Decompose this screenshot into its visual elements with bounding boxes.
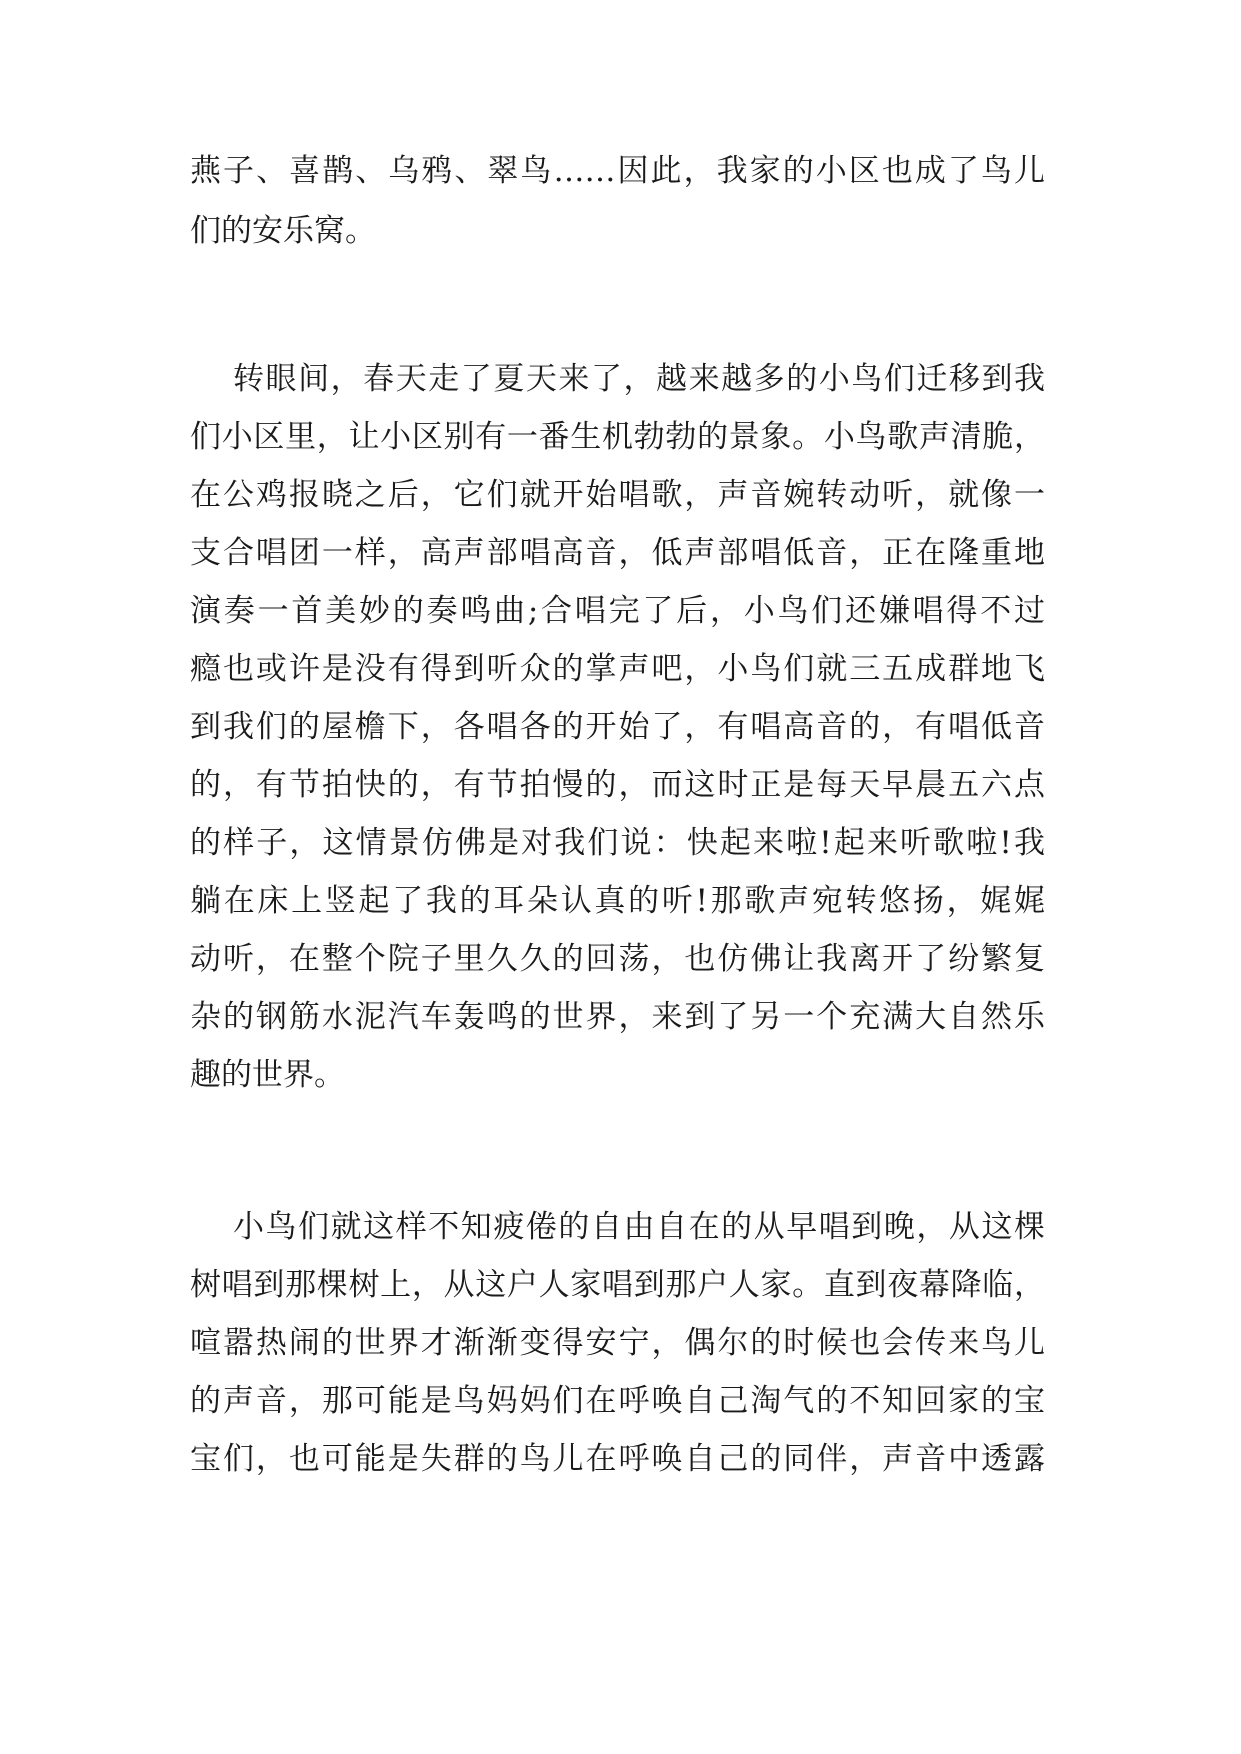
paragraph-1-line-1: 燕子、喜鹊、乌鸦、翠鸟……因此，我家的小区也成了鸟儿 bbox=[190, 153, 1045, 189]
paragraph-2-line-6: 瘾也或许是没有得到听众的掌声吧，小鸟们就三五成群地飞 bbox=[190, 651, 1045, 687]
paragraph-2-line-10: 躺在床上竖起了我的耳朵认真的听!那歌声宛转悠扬，娓娓 bbox=[190, 883, 1045, 919]
paragraph-2-line-11: 动听，在整个院子里久久的回荡，也仿佛让我离开了纷繁复 bbox=[190, 941, 1045, 977]
paragraph-3-line-3: 喧嚣热闹的世界才渐渐变得安宁，偶尔的时候也会传来鸟儿 bbox=[190, 1325, 1045, 1361]
paragraph-2-line-2: 们小区里，让小区别有一番生机勃勃的景象。小鸟歌声清脆， bbox=[190, 419, 1045, 455]
paragraph-2-line-7: 到我们的屋檐下，各唱各的开始了，有唱高音的，有唱低音 bbox=[190, 709, 1045, 745]
paragraph-3-line-1: 小鸟们就这样不知疲倦的自由自在的从早唱到晚，从这棵 bbox=[233, 1209, 1045, 1245]
paragraph-2-line-3: 在公鸡报晓之后，它们就开始唱歌，声音婉转动听，就像一 bbox=[190, 477, 1045, 513]
paragraph-2-line-1: 转眼间，春天走了夏天来了，越来越多的小鸟们迁移到我 bbox=[233, 361, 1045, 397]
paragraph-2-line-12: 杂的钢筋水泥汽车轰鸣的世界，来到了另一个充满大自然乐 bbox=[190, 999, 1045, 1035]
paragraph-2-line-9: 的样子，这情景仿佛是对我们说：快起来啦!起来听歌啦!我 bbox=[190, 825, 1045, 861]
paragraph-1-line-2: 们的安乐窝。 bbox=[190, 213, 376, 249]
paragraph-2-line-8: 的，有节拍快的，有节拍慢的，而这时正是每天早晨五六点 bbox=[190, 767, 1045, 803]
paragraph-3-line-2: 树唱到那棵树上，从这户人家唱到那户人家。直到夜幕降临， bbox=[190, 1267, 1045, 1303]
paragraph-2-line-13: 趣的世界。 bbox=[190, 1057, 345, 1093]
paragraph-2-line-4: 支合唱团一样，高声部唱高音，低声部唱低音，正在隆重地 bbox=[190, 535, 1045, 571]
paragraph-3-line-4: 的声音，那可能是鸟妈妈们在呼唤自己淘气的不知回家的宝 bbox=[190, 1383, 1045, 1419]
paragraph-2-line-5: 演奏一首美妙的奏鸣曲;合唱完了后，小鸟们还嫌唱得不过 bbox=[190, 593, 1045, 629]
paragraph-3-line-5: 宝们，也可能是失群的鸟儿在呼唤自己的同伴，声音中透露 bbox=[190, 1441, 1045, 1477]
